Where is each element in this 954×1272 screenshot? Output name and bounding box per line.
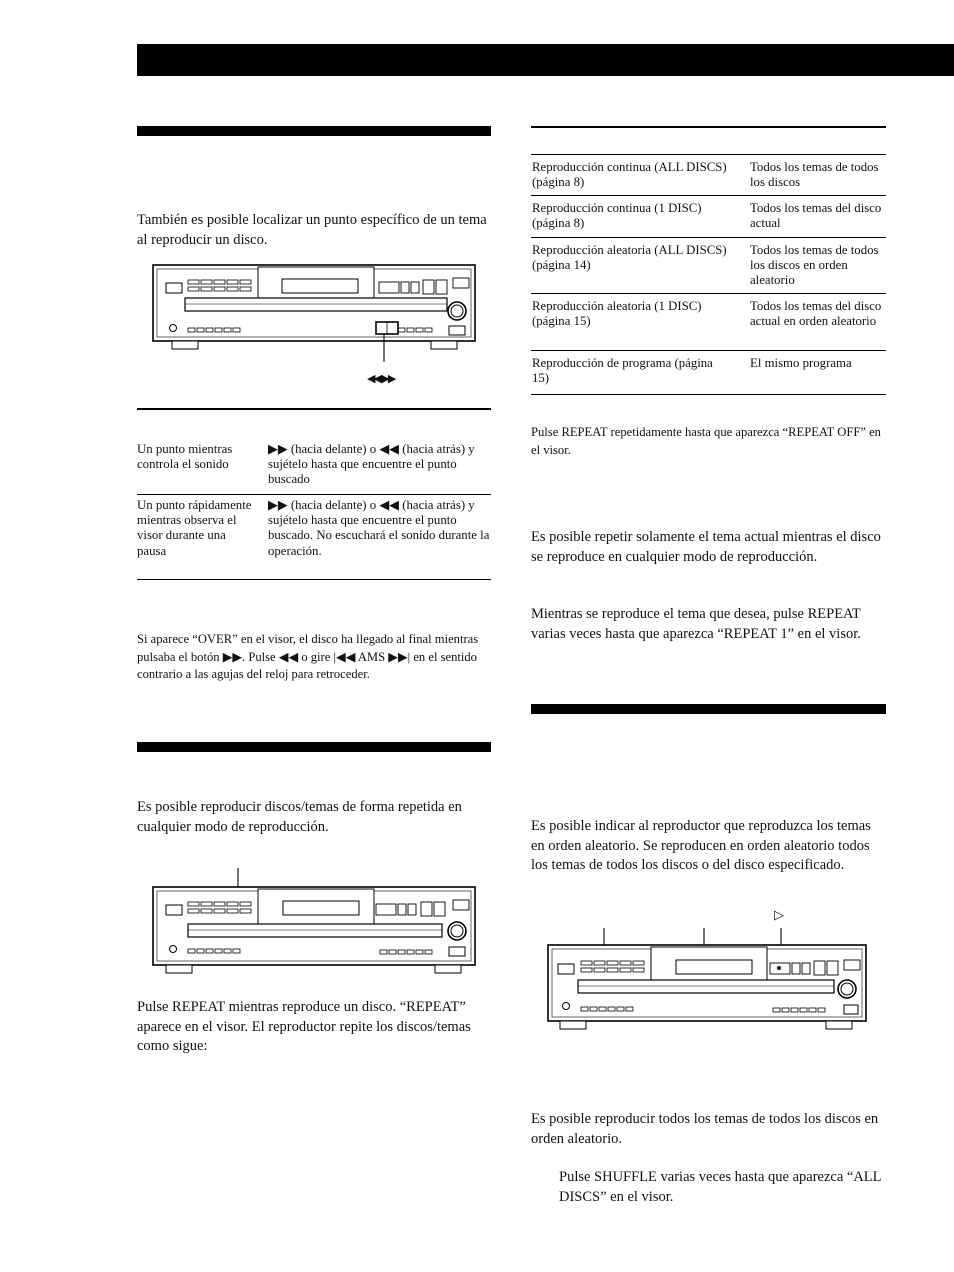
repeat-table	[531, 154, 886, 396]
shuffle-all-intro: Es posible reproducir todos los temas de todos los discos en orden aleatorio.	[531, 1111, 879, 1147]
repeat-instruction: Pulse REPEAT mientras reproduce un disco. “REPEAT” aparece en el visor. El reproductor repite los discos/temas como sigue:	[137, 999, 471, 1054]
table-cell: Un punto mientras controla el sonido	[137, 442, 233, 472]
table-cell: Reproducción continua (1 DISC) (página 8)	[532, 201, 702, 231]
repeat1-intro: Es posible repetir solamente el tema actual mientras el disco se reproduce en cualquier modo de reproducción.	[531, 529, 881, 565]
section-bar-shuffle	[531, 704, 886, 714]
search-buttons-label: ◀◀ ▶▶	[367, 372, 395, 385]
shuffle-intro: Es posible indicar al reproductor que reproduzca los temas en orden aleatorio. Se reproducen en orden aleatorio todos los temas de todos los discos o del disco especificado.	[531, 818, 871, 873]
table-cell: Todos los temas de todos los discos	[750, 160, 879, 190]
locate-intro: También es posible localizar un punto específico de un tema al reproducir un disco.	[137, 212, 487, 248]
repeat-off-note: Pulse REPEAT repetidamente hasta que aparezca “REPEAT OFF” en el visor.	[531, 425, 881, 457]
table-cell: ▶▶ (hacia delante) o ◀◀ (hacia atrás) y sujételo hasta que encuentre el punto buscado	[268, 442, 475, 487]
play-symbol-label: ▷	[774, 908, 782, 923]
section-bar-locate	[137, 126, 491, 136]
cd-player-figure-repeat	[152, 868, 482, 978]
repeat1-instruction: Mientras se reproduce el tema que desea, pulse REPEAT varias veces hasta que aparezca “REPEAT 1” en el visor.	[531, 606, 861, 642]
table-cell: Reproducción aleatoria (ALL DISCS) (página 14)	[532, 243, 727, 273]
header-bar	[137, 44, 954, 76]
row-divider	[531, 237, 886, 238]
table-cell: Reproducción aleatoria (1 DISC) (página 15)	[532, 299, 702, 329]
row-divider	[137, 494, 491, 495]
row-divider	[531, 154, 886, 155]
table-cell: Reproducción continua (ALL DISCS) (página 8)	[532, 160, 727, 190]
section-rule-top	[531, 126, 886, 128]
search-table	[137, 410, 491, 582]
over-note: Si aparece “OVER” en el visor, el disco ha llegado al final mientras pulsaba el botón ▶▶. Pulse ◀◀ o gire |◀◀ AMS ▶▶| en el sentido contrario a las agujas del reloj para retroceder.	[137, 632, 479, 681]
row-divider	[531, 195, 886, 196]
shuffle-step: Pulse SHUFFLE varias veces hasta que aparezca “ALL DISCS” en el visor.	[559, 1169, 881, 1205]
cd-player-figure-search	[152, 262, 482, 362]
table-cell: Todos los temas de todos los discos en orden aleatorio	[750, 243, 879, 288]
table-cell: Todos los temas del disco actual en orden aleatorio	[750, 299, 882, 329]
repeat-intro: Es posible reproducir discos/temas de forma repetida en cualquier modo de reproducción.	[137, 799, 462, 835]
table-cell: Todos los temas del disco actual	[750, 201, 882, 231]
cd-player-figure-shuffle	[547, 926, 877, 1031]
table-cell: Reproducción de programa (página 15)	[532, 356, 713, 386]
row-divider	[531, 293, 886, 294]
table-cell: El mismo programa	[750, 356, 852, 370]
table-cell: Un punto rápidamente mientras observa el visor durante una pausa	[137, 498, 252, 558]
table-cell: ▶▶ (hacia delante) o ◀◀ (hacia atrás) y sujételo hasta que encuentre el punto buscado. No escuchará el sonido durante la operación.	[268, 498, 490, 558]
row-divider	[137, 579, 491, 580]
row-divider	[531, 394, 886, 395]
section-bar-repeat	[137, 742, 491, 752]
row-divider	[531, 350, 886, 351]
